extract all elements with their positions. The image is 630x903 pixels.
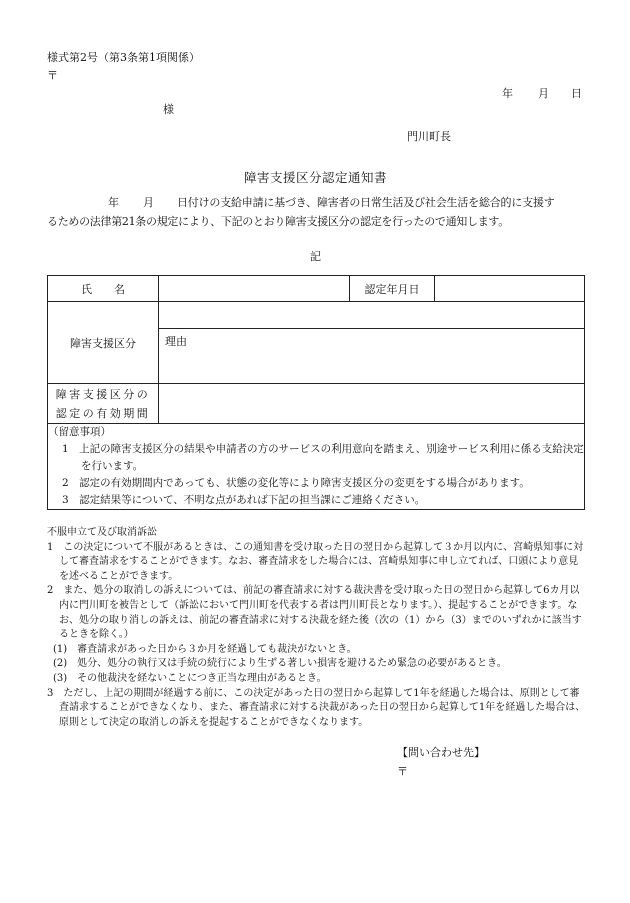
appeal-sub-3: (3) その他裁決を経ないことにつき正当な理由があるとき。 [53, 672, 327, 684]
intro-line1: 日付けの支給申請に基づき、障害者の日常生活及び社会生活を総合的に支援す [177, 196, 555, 209]
addressee-suffix: 様 [163, 103, 174, 116]
sender-name: 門川町長 [407, 130, 451, 143]
appeal-sub-1: (1) 審査請求があった日から３か月を経過しても裁決がないとき。 [53, 643, 357, 655]
certification-table [47, 275, 585, 510]
class-label-cell [48, 302, 159, 384]
intro-year: 年 [108, 196, 119, 209]
cert-date-label-cell [350, 276, 435, 302]
period-value-cell [159, 384, 585, 424]
notes-item-3: 3 認定結果等について、不明な点があれば下記の担当課にご連絡ください。 [62, 494, 426, 506]
form-number: 様式第2号（第3条第1項関係） [47, 51, 200, 64]
notes-heading: （留意事項） [48, 426, 111, 438]
ki-mark: 記 [310, 250, 321, 263]
document-title: 障害支援区分認定通知書 [244, 170, 388, 185]
appeal-heading: 不服申立て及び取消訴訟 [47, 527, 157, 538]
appeal-paragraph-1: 1 この決定について不服があるときは、この通知書を受け取った日の翌日から起算して３か月以内に、宮崎県知事に対して審査請求をすることができます。なお、審査請求をした場合には、宮崎県知事に申し立てれば、口頭により意見を述べることができます。 [47, 541, 584, 582]
name-value-cell [159, 276, 350, 302]
date-month: 月 [538, 87, 549, 100]
appeal-section [47, 526, 587, 730]
intro-line2: るための法律第21条の規定により、下記のとおり障害支援区分の認定を行ったので通知します。 [47, 215, 509, 228]
name-label-cell [48, 276, 159, 302]
notes-item-1: 1 上記の障害支援区分の結果や申請者の方のサービスの利用意向を踏まえ、別途サービス利用に係る支給決定を行います。 [62, 443, 584, 472]
appeal-paragraph-2: 2 また、処分の取消しの訴えについては、前記の審査請求に対する裁決書を受け取った日の翌日から起算して6カ月以内に門川町を被告として（訴訟において門川町を代表する者は門川町長となります。）、提起することができます。なお、処分の取り消しの訴えは、前記の審査請求に対する決裁を経た後（次の（1）から（3）までのいずれかに該当するときを除く。） [47, 585, 582, 641]
notes-item-2: 2 認定の有効期間内であっても、状態の変化等により障害支援区分の変更をする場合があります。 [62, 477, 530, 489]
reason-cell [159, 329, 585, 384]
postal-mark: 〒 [47, 69, 58, 82]
contact-label: 【問い合わせ先】 [397, 746, 485, 759]
name-label: 氏 名 [81, 282, 125, 296]
class-value-cell [159, 302, 585, 329]
class-label: 障害支援区分 [70, 336, 136, 350]
contact-postal-mark: 〒 [397, 765, 408, 778]
reason-label: 理由 [165, 335, 187, 348]
date-year: 年 [502, 87, 513, 100]
cert-date-label: 認定年月日 [364, 282, 420, 296]
intro-month: 月 [143, 196, 154, 209]
appeal-sub-2: (2) 処分、処分の執行又は手続の続行により生ずる著しい損害を避けるため緊急の必要があるとき。 [53, 658, 507, 670]
period-label-line1: 障害支援区分の [55, 387, 151, 401]
period-label-line2: 認定の有効期間 [55, 406, 151, 420]
date-day: 日 [571, 87, 582, 100]
appeal-paragraph-3: 3 ただし、上記の期間が経過する前に、この決定があった日の翌日から起算して1年を経過した場合は、原則として審査請求することができなくなり、また、審査請求に対する決裁があった日の翌日から起算して1年を経過した場合は、原則として決定の取消しの訴えを提起することができなくなります。 [47, 687, 586, 728]
notes-block [48, 424, 584, 509]
cert-date-value-cell [435, 276, 585, 302]
period-label-cell [48, 384, 159, 424]
notes-cell [48, 424, 585, 510]
